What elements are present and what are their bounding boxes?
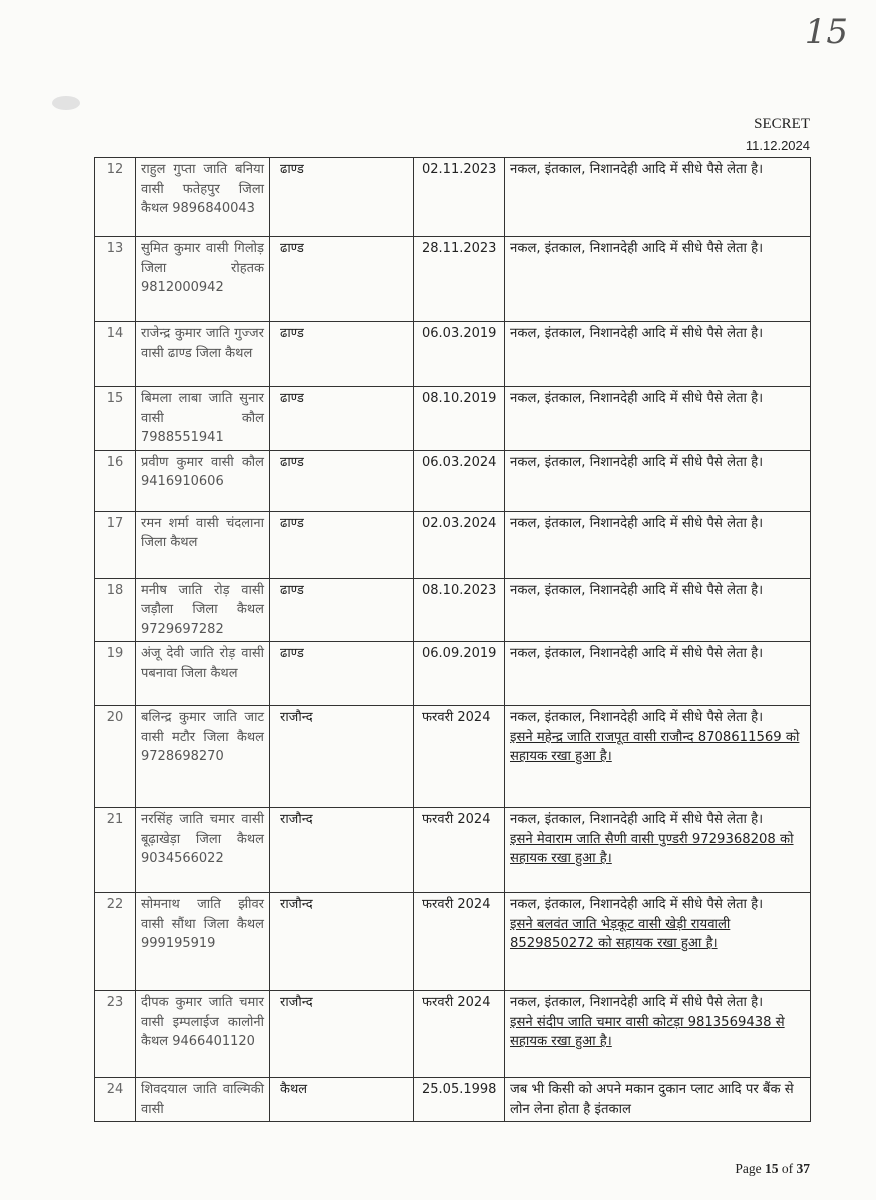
table-row (95, 893, 811, 991)
assistant-note: इसने संदीप जाति चमार वासी कोटड़ा 9813569438 से सहायक रखा हुआ है। (510, 1014, 785, 1049)
person-details-cell: अंजू देवी जाति रोड़ वासी पबनावा जिला कैथल (136, 642, 270, 706)
date-cell: फरवरी 2024 (414, 808, 505, 893)
remark-text: नकल, इंतकाल, निशानदेही आदि में सीधे पैसे लेता है। (510, 241, 764, 256)
person-details-cell: बलिन्द्र कुमार जाति जाट वासी मटौर जिला कैथल 9728698270 (136, 706, 270, 808)
serial-number-cell: 17 (95, 511, 136, 578)
serial-number-cell: 16 (95, 450, 136, 511)
table-row (95, 706, 811, 808)
remarks-cell (505, 450, 811, 511)
location-cell: ढाण्ड (270, 237, 414, 322)
serial-number-cell: 13 (95, 237, 136, 322)
table-row (95, 322, 811, 387)
remarks-cell (505, 322, 811, 387)
handwritten-page-number: 15 (804, 12, 848, 52)
person-details-cell: बिमला लाबा जाति सुनार वासी कौल 7988551941 (136, 387, 270, 451)
date-cell: 08.10.2019 (414, 387, 505, 451)
remark-text: नकल, इंतकाल, निशानदेही आदि में सीधे पैसे लेता है। (510, 326, 764, 341)
date-cell: 06.03.2024 (414, 450, 505, 511)
classification-label: SECRET (754, 116, 810, 132)
location-cell: राजौन्द (270, 706, 414, 808)
serial-number-cell: 24 (95, 1078, 136, 1122)
table-row (95, 158, 811, 237)
table-row (95, 387, 811, 451)
remark-text: नकल, इंतकाल, निशानदेही आदि में सीधे पैसे लेता है। (510, 812, 764, 827)
assistant-note: इसने मेवाराम जाति सैणी वासी पुण्डरी 9729368208 को सहायक रखा हुआ है। (510, 831, 794, 866)
remark-text: नकल, इंतकाल, निशानदेही आदि में सीधे पैसे लेता है। (510, 515, 764, 531)
date-cell: फरवरी 2024 (414, 893, 505, 991)
person-details-cell: मनीष जाति रोड़ वासी जड़ौला जिला कैथल 9729697282 (136, 578, 270, 642)
location-cell: राजौन्द (270, 893, 414, 991)
date-cell: फरवरी 2024 (414, 706, 505, 808)
person-details-cell: रमन शर्मा वासी चंदलाना जिला कैथल (136, 511, 270, 578)
date-cell: 02.03.2024 (414, 511, 505, 578)
date-cell: 28.11.2023 (414, 237, 505, 322)
location-cell: ढाण्ड (270, 322, 414, 387)
location-cell: ढाण्ड (270, 387, 414, 451)
location-cell: ढाण्ड (270, 511, 414, 578)
date-cell: 02.11.2023 (414, 158, 505, 237)
date-cell: फरवरी 2024 (414, 991, 505, 1078)
remark-text: नकल, इंतकाल, निशानदेही आदि में सीधे पैसे लेता है। (510, 582, 764, 598)
location-cell: ढाण्ड (270, 158, 414, 237)
remarks-cell (505, 893, 811, 991)
date-cell: 06.09.2019 (414, 642, 505, 706)
remark-text: नकल, इंतकाल, निशानदेही आदि में सीधे पैसे लेता है। (510, 391, 764, 406)
serial-number-cell: 22 (95, 893, 136, 991)
serial-number-cell: 18 (95, 578, 136, 642)
remarks-cell (505, 578, 811, 642)
table-row (95, 511, 811, 578)
remark-text: जब भी किसी को अपने मकान दुकान प्लाट आदि पर बैंक से लोन लेना होता है इंतकाल (510, 1082, 794, 1117)
person-details-cell: नरसिंह जाति चमार वासी बूढ़ाखेड़ा जिला कैथल 9034566022 (136, 808, 270, 893)
serial-number-cell: 14 (95, 322, 136, 387)
person-details-cell: प्रवीण कुमार वासी कौल 9416910606 (136, 450, 270, 511)
location-cell: ढाण्ड (270, 578, 414, 642)
serial-number-cell: 21 (95, 808, 136, 893)
serial-number-cell: 19 (95, 642, 136, 706)
serial-number-cell: 20 (95, 706, 136, 808)
records-table (94, 157, 811, 1122)
remarks-cell (505, 237, 811, 322)
table-row (95, 642, 811, 706)
date-cell: 08.10.2023 (414, 578, 505, 642)
remark-text: नकल, इंतकाल, निशानदेही आदि में सीधे पैसे लेता है। (510, 897, 764, 912)
remark-text: नकल, इंतकाल, निशानदेही आदि में सीधे पैसे लेता है। (510, 710, 764, 725)
assistant-note: इसने बलवंत जाति भेड़कूट वासी खेड़ी रायवाली 8529850272 को सहायक रखा हुआ है। (510, 916, 731, 951)
person-details-cell: राहुल गुप्ता जाति बनिया वासी फतेहपुर जिला कैथल 9896840043 (136, 158, 270, 237)
person-details-cell: शिवदयाल जाति वाल्मिकी वासी (136, 1078, 270, 1122)
remark-text: नकल, इंतकाल, निशानदेही आदि में सीधे पैसे लेता है। (510, 995, 764, 1010)
location-cell: कैथल (270, 1078, 414, 1122)
remarks-cell (505, 511, 811, 578)
remarks-cell (505, 991, 811, 1078)
remark-text: नकल, इंतकाल, निशानदेही आदि में सीधे पैसे लेता है। (510, 454, 764, 470)
table-row (95, 237, 811, 322)
serial-number-cell: 12 (95, 158, 136, 237)
page-footer: Page 15 of 37 (735, 1161, 810, 1176)
location-cell: राजौन्द (270, 991, 414, 1078)
remarks-cell (505, 642, 811, 706)
serial-number-cell: 23 (95, 991, 136, 1078)
table-row (95, 1078, 811, 1122)
remarks-cell (505, 706, 811, 808)
remark-text: नकल, इंतकाल, निशानदेही आदि में सीधे पैसे लेता है। (510, 162, 764, 177)
remarks-cell (505, 387, 811, 451)
remarks-cell (505, 1078, 811, 1122)
table-row (95, 991, 811, 1078)
document-date: 11.12.2024 (745, 138, 810, 153)
serial-number-cell: 15 (95, 387, 136, 451)
person-details-cell: राजेन्द्र कुमार जाति गुज्जर वासी ढाण्ड जिला कैथल (136, 322, 270, 387)
table-row (95, 808, 811, 893)
location-cell: ढाण्ड (270, 642, 414, 706)
date-cell: 25.05.1998 (414, 1078, 505, 1122)
remark-text: नकल, इंतकाल, निशानदेही आदि में सीधे पैसे लेता है। (510, 646, 764, 661)
person-details-cell: दीपक कुमार जाति चमार वासी इम्पलाईज कालोनी कैथल 9466401120 (136, 991, 270, 1078)
person-details-cell: सुमित कुमार वासी गिलोड़ जिला रोहतक 9812000942 (136, 237, 270, 322)
table-row (95, 578, 811, 642)
scan-smudge (52, 96, 80, 110)
remarks-cell (505, 158, 811, 237)
remarks-cell (505, 808, 811, 893)
date-cell: 06.03.2019 (414, 322, 505, 387)
location-cell: ढाण्ड (270, 450, 414, 511)
person-details-cell: सोमनाथ जाति झीवर वासी सौंथा जिला कैथल 999195919 (136, 893, 270, 991)
table-row (95, 450, 811, 511)
location-cell: राजौन्द (270, 808, 414, 893)
assistant-note: इसने महेन्द्र जाति राजपूत वासी राजौन्द 8708611569 को सहायक रखा हुआ है। (510, 729, 800, 764)
